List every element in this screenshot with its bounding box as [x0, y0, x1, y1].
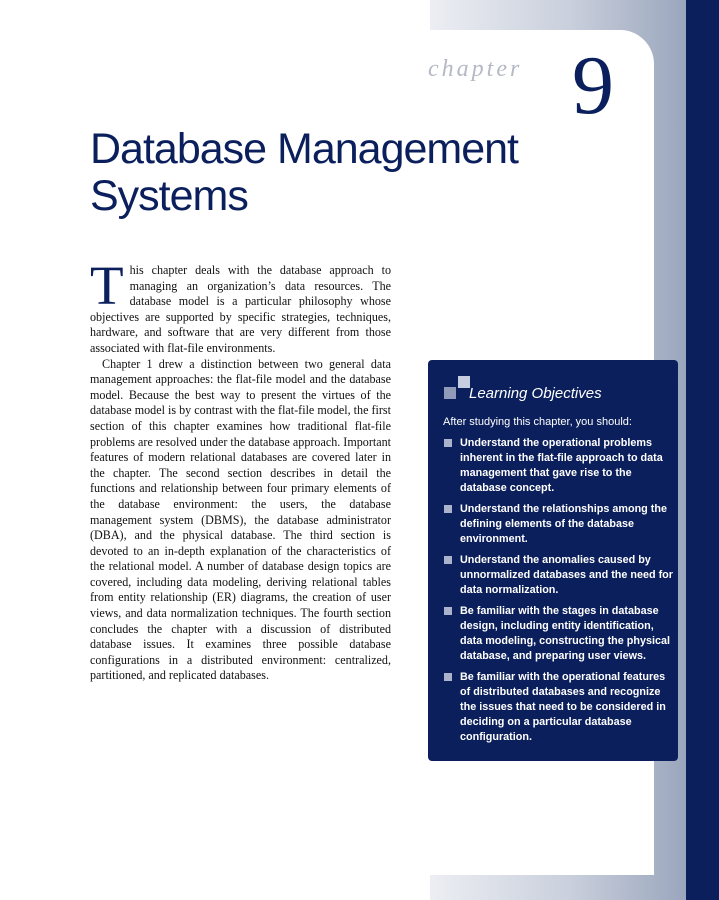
- title-line-1: Database Management: [90, 125, 519, 173]
- square-bullet-icon: [444, 673, 452, 681]
- square-bullet-icon: [444, 607, 452, 615]
- list-item: [443, 604, 673, 664]
- learning-objectives-list: [443, 436, 673, 751]
- right-navy-band: [686, 0, 719, 900]
- chapter-number: 9: [572, 39, 614, 132]
- list-item-text: Understand the operational problems inherent in the flat-file approach to data management that gave rise to the database concept.: [460, 437, 663, 494]
- paragraph-1-text: his chapter deals with the database approach to managing an organization’s data resources. The database model is a particular philosophy whose objectives are supported by specific strategies, techniques, hardware, and software that are very different from those associated with flat-file environments.: [90, 263, 391, 355]
- square-decoration-icon: [444, 387, 456, 399]
- chapter-intro-text: [90, 255, 391, 684]
- square-bullet-icon: [444, 439, 452, 447]
- list-item: [443, 553, 673, 598]
- paragraph-2: Chapter 1 drew a distinction between two general data management approaches: the flat-file model and the database model. Because the best way to present the virtues of the database model is by contrast with the flat-file model, the first section of this chapter examines how traditional flat-file problems are resolved under the database approach. Important features of modern relational databases are covered later in the chapter. The second section describes in detail the functions and relationship between four primary elements of the database environment: the users, the database management system (DBMS), the database administrator (DBA), and the physical database. The third section is devoted to an in-depth explanation of the characteristics of the relational model. A number of database design topics are covered, including data modeling, deriving relational tables from entity relationship (ER) diagrams, the creation of user views, and data normalization techniques. The fourth section concludes the chapter with a discussion of distributed database issues. It examines three possible database configurations in a distributed environment: centralized, partitioned, and replicated databases.: [90, 356, 391, 683]
- list-item: [443, 436, 673, 496]
- title-line-2: Systems: [90, 172, 248, 220]
- square-bullet-icon: [444, 505, 452, 513]
- chapter-label: chapter: [428, 56, 523, 82]
- drop-cap: T: [90, 255, 124, 316]
- square-bullet-icon: [444, 556, 452, 564]
- list-item-text: Understand the relationships among the defining elements of the database environment.: [460, 503, 667, 545]
- learning-objectives-intro: After studying this chapter, you should:: [443, 416, 632, 428]
- paragraph-1: [90, 255, 391, 357]
- list-item-text: Understand the anomalies caused by unnormalized databases and the need for data normalization.: [460, 554, 673, 596]
- list-item: [443, 502, 673, 547]
- list-item: [443, 670, 673, 745]
- learning-objectives-box: [428, 360, 678, 761]
- list-item-text: Be familiar with the stages in database design, including entity identification, data modeling, constructing the physical database, and preparing user views.: [460, 605, 670, 662]
- list-item-text: Be familiar with the operational features of distributed databases and recognize the issues that need to be considered in deciding on a particular database configuration.: [460, 671, 666, 743]
- page-title: [90, 126, 570, 220]
- learning-objectives-title: Learning Objectives: [469, 385, 602, 402]
